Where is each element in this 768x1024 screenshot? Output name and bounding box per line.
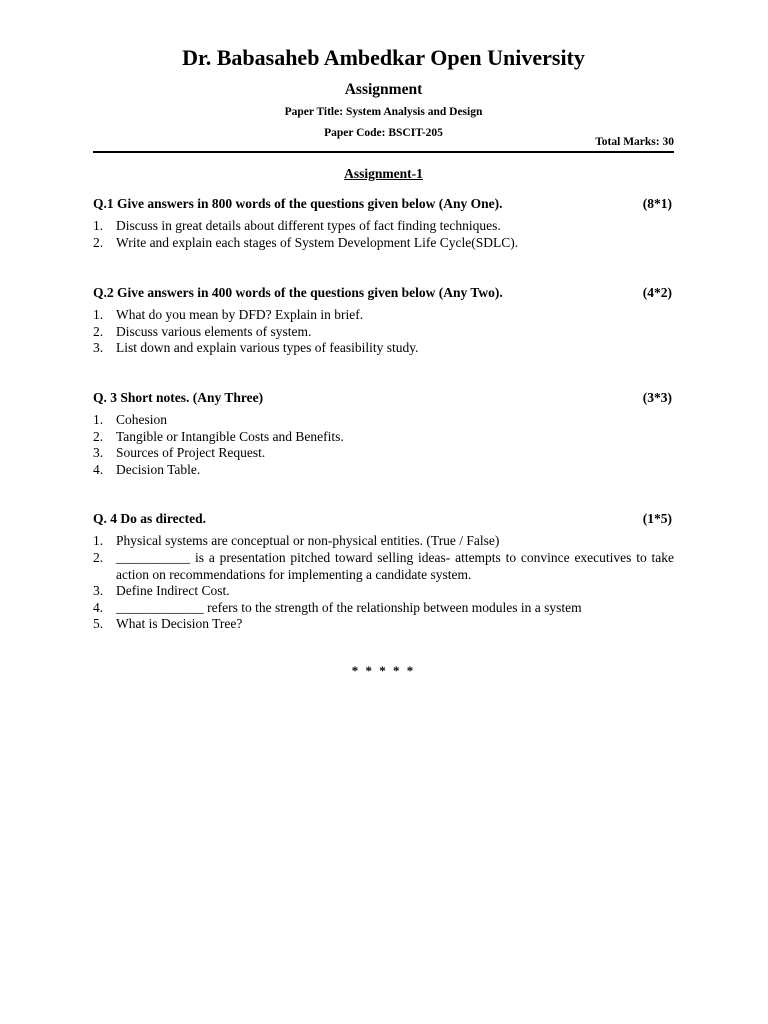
list-item — [93, 616, 674, 633]
question-marks: (4*2) — [642, 285, 672, 301]
question-items — [93, 533, 674, 633]
item-text: Sources of Project Request. — [116, 445, 266, 461]
list-item — [93, 550, 674, 583]
question-title: Q. 3 Short notes. (Any Three) — [93, 389, 264, 405]
list-item — [93, 412, 674, 429]
question-items — [93, 218, 674, 251]
item-text: ___________ is a presentation pitched toward selling ideas- attempts to convince executives to take action on recommendations for implementing a candidate system. — [116, 549, 674, 582]
question-header — [93, 284, 674, 302]
paper-title: Paper Title: System Analysis and Design — [284, 106, 483, 118]
list-item — [93, 533, 674, 550]
question-marks: (1*5) — [642, 511, 672, 527]
item-text: _____________ refers to the strength of the relationship between modules in a system — [116, 599, 582, 615]
item-number: 5. — [93, 616, 104, 632]
total-marks: Total Marks: 30 — [595, 136, 674, 148]
item-number: 1. — [93, 307, 104, 323]
item-number: 1. — [93, 533, 104, 549]
list-item — [93, 600, 674, 617]
question-items — [93, 307, 674, 357]
item-text: Define Indirect Cost. — [116, 583, 230, 599]
item-number: 2. — [93, 323, 104, 339]
question-marks: (8*1) — [642, 196, 672, 211]
end-marker: * * * * * — [351, 662, 416, 678]
item-text: Write and explain each stages of System Development Life Cycle(SDLC). — [116, 234, 519, 250]
question-4 — [93, 510, 674, 633]
item-text: What do you mean by DFD? Explain in brief. — [116, 307, 364, 323]
question-1 — [93, 195, 674, 251]
question-header — [93, 389, 674, 407]
item-text: Physical systems are conceptual or non-physical entities. (True / False) — [116, 533, 500, 549]
paper-code: Paper Code: BSCIT-205 — [324, 127, 443, 139]
assignment-page — [93, 40, 674, 679]
university-name: Dr. Babasaheb Ambedkar Open University — [182, 45, 585, 70]
item-number: 2. — [93, 428, 104, 444]
list-item — [93, 429, 674, 446]
list-item — [93, 235, 674, 252]
item-number: 4. — [93, 599, 104, 615]
item-text: Decision Table. — [116, 461, 201, 477]
list-item — [93, 340, 674, 357]
question-items — [93, 412, 674, 478]
item-text: Tangible or Intangible Costs and Benefits. — [116, 428, 344, 444]
question-title: Q. 4 Do as directed. — [93, 511, 206, 527]
assignment-heading: Assignment-1 — [344, 166, 423, 181]
item-text: Discuss in great details about different types of fact finding techniques. — [116, 218, 501, 233]
question-header — [93, 195, 674, 213]
header-divider — [93, 151, 674, 153]
item-text: What is Decision Tree? — [116, 616, 243, 632]
list-item — [93, 324, 674, 341]
item-text: List down and explain various types of feasibility study. — [116, 340, 419, 356]
question-3 — [93, 389, 674, 478]
list-item — [93, 583, 674, 600]
question-title: Q.2 Give answers in 400 words of the questions given below (Any Two). — [93, 285, 503, 301]
question-header — [93, 510, 674, 528]
list-item — [93, 462, 674, 479]
item-number: 2. — [93, 549, 104, 565]
document-type: Assignment — [344, 81, 423, 98]
item-number: 1. — [93, 411, 104, 427]
question-title: Q.1 Give answers in 800 words of the questions given below (Any One). — [93, 196, 503, 211]
item-text: Discuss various elements of system. — [116, 323, 312, 339]
question-marks: (3*3) — [642, 389, 672, 405]
item-number: 4. — [93, 461, 104, 477]
question-2 — [93, 284, 674, 357]
item-number: 3. — [93, 583, 104, 599]
item-text: Cohesion — [116, 411, 168, 427]
item-number: 1. — [93, 218, 104, 233]
list-item — [93, 307, 674, 324]
list-item — [93, 445, 674, 462]
item-number: 2. — [93, 234, 104, 250]
item-number: 3. — [93, 340, 104, 356]
item-number: 3. — [93, 445, 104, 461]
list-item — [93, 218, 674, 235]
